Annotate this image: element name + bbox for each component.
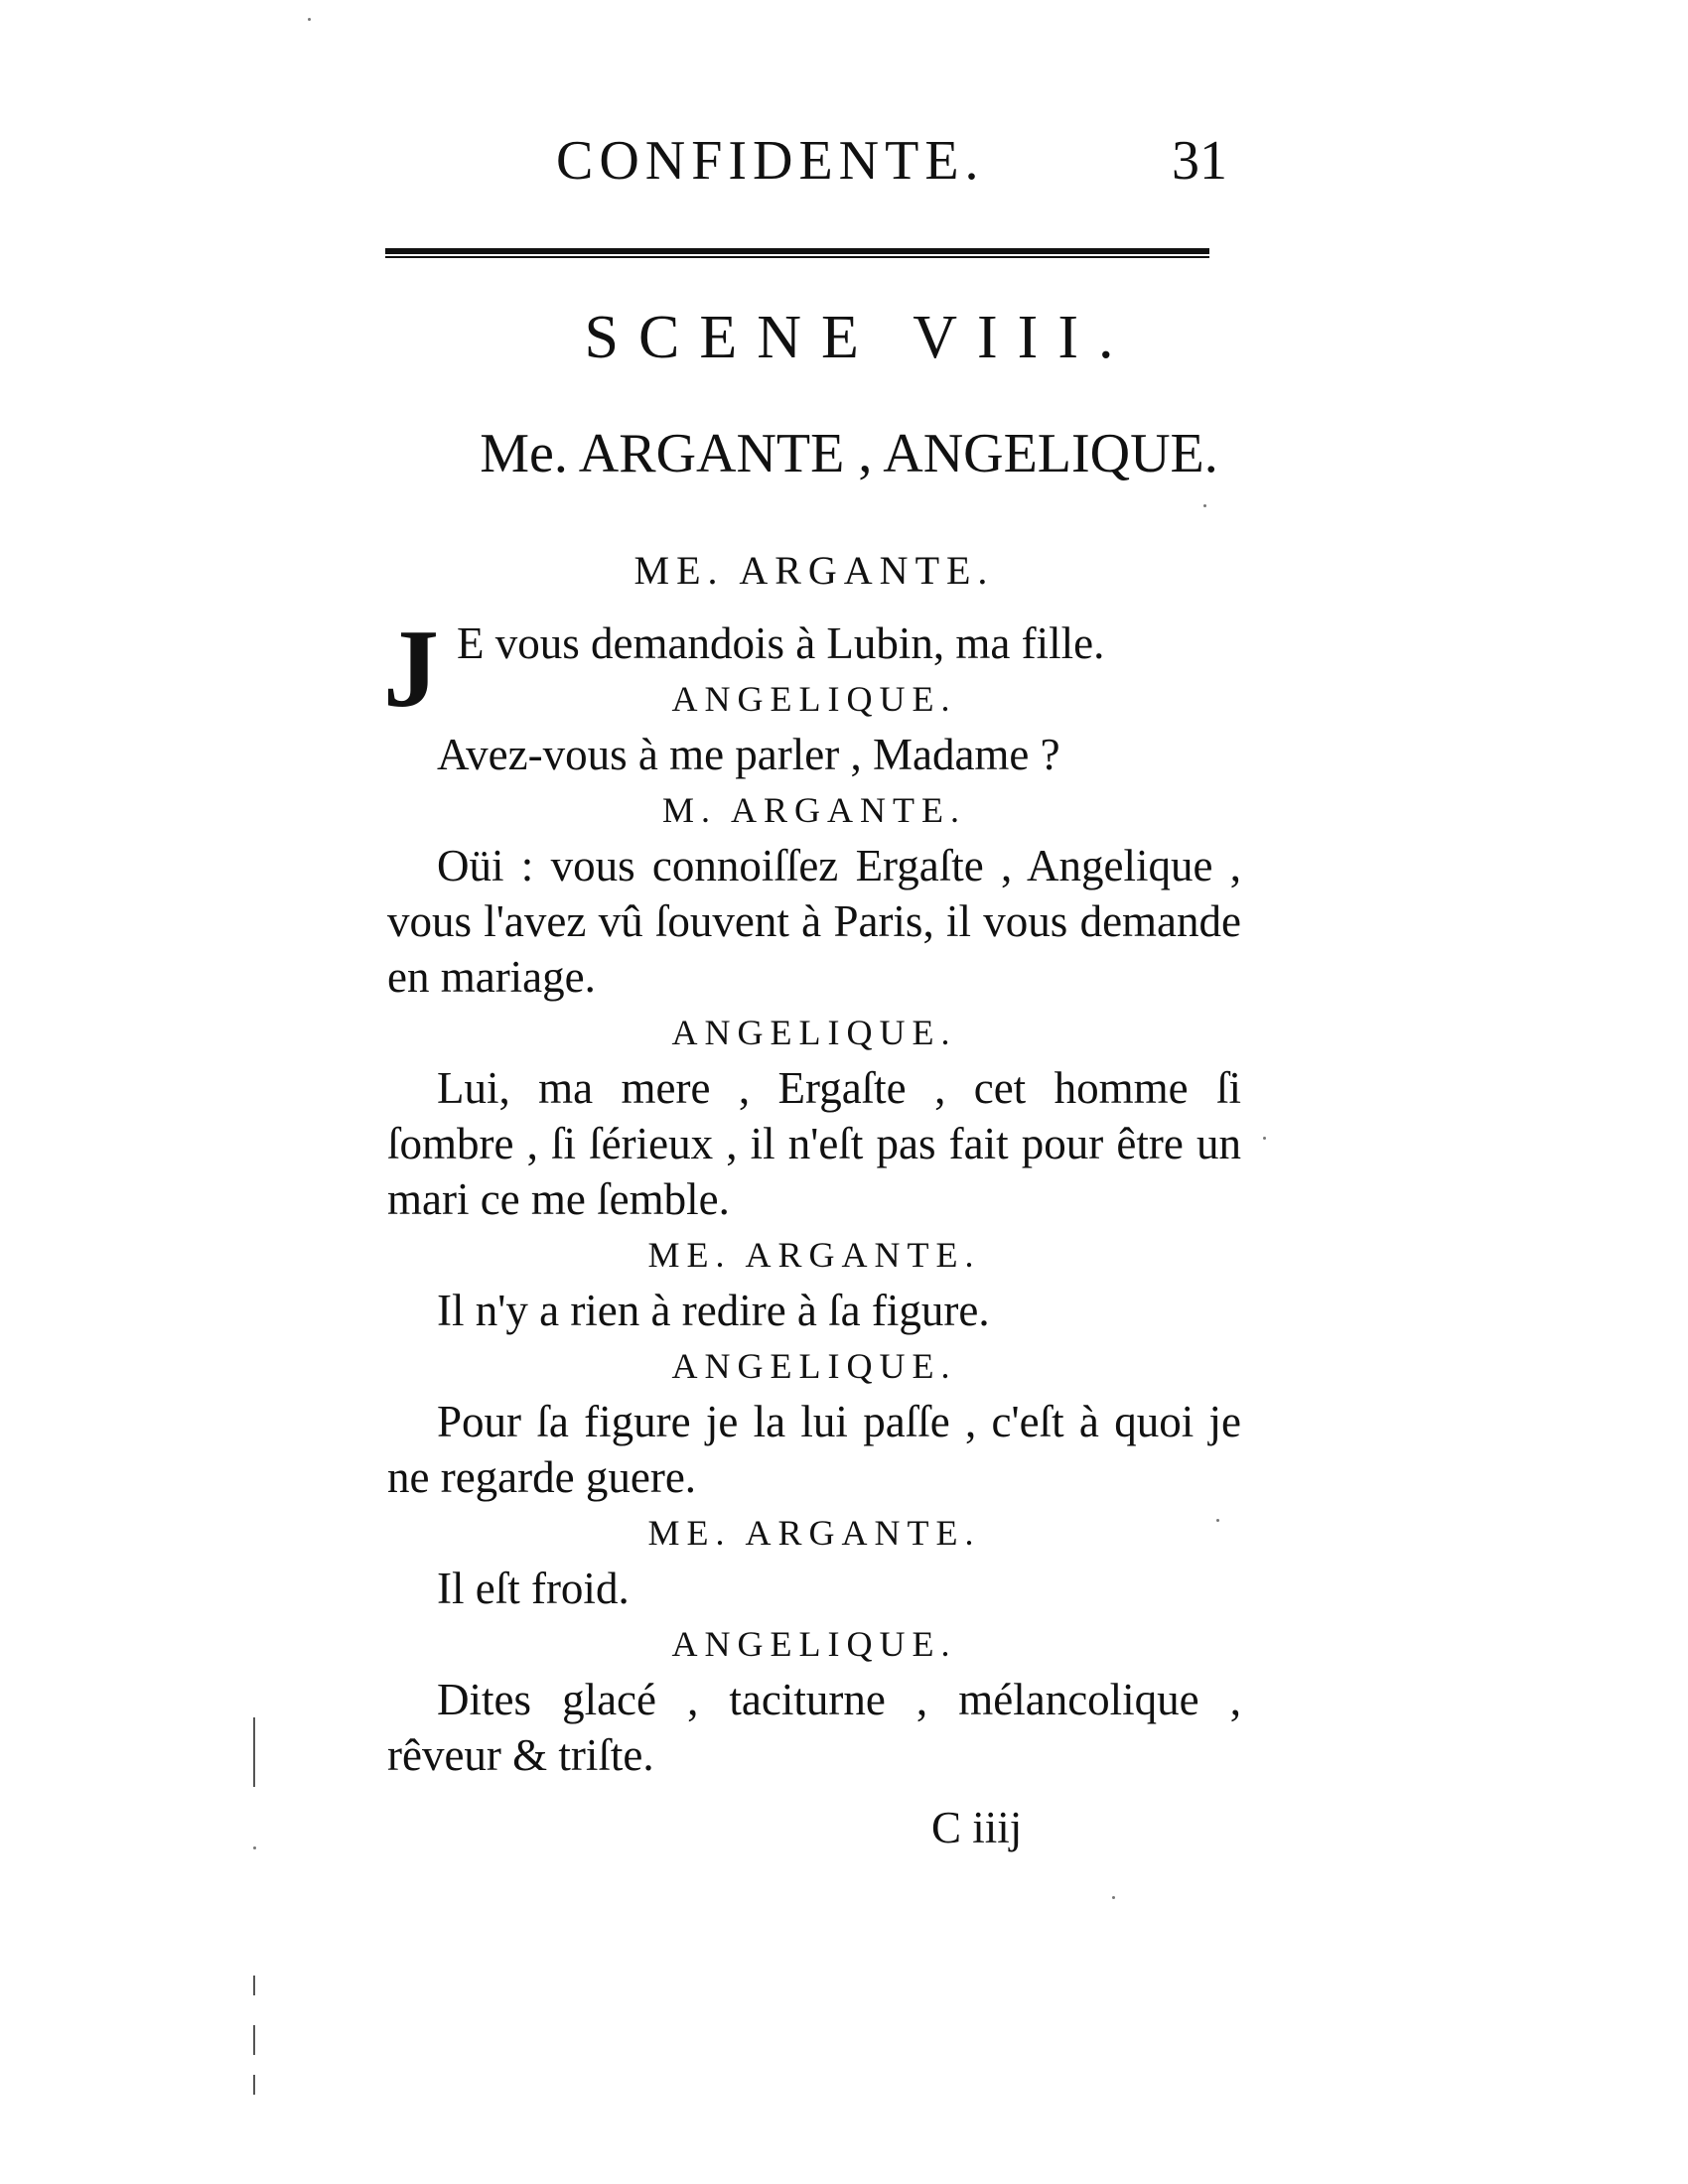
running-title: CONFIDENTE. — [556, 130, 985, 192]
page-number: 31 — [1172, 130, 1227, 192]
speech-text: Pour ſa figure je la lui paſſe , c'eſt à quoi je ne regarde guere. — [387, 1397, 1241, 1502]
speech-text: Il n'y a rien à redire à ſa figure. — [437, 1286, 990, 1335]
speaker-label: ANGELIQUE. — [671, 1013, 957, 1052]
dialogue-block — [383, 526, 1241, 1783]
speaker-label: ANGELIQUE. — [671, 1346, 957, 1386]
speaker-label: ME. ARGANTE. — [647, 1235, 981, 1275]
speaker-label: M. ARGANTE. — [661, 790, 966, 830]
speaker-label: ANGELIQUE. — [671, 1624, 957, 1664]
scan-speck — [1216, 1519, 1219, 1522]
speech-body: E vous demandois à Lubin, ma fille. — [457, 618, 1105, 668]
scan-speck — [1203, 504, 1206, 507]
scan-speck — [1112, 1896, 1115, 1899]
scene-title: SCENE VIII. — [584, 304, 1134, 371]
speech-text: Avez-vous à me parler , Madame ? — [437, 730, 1060, 779]
speech-text: Oüi : vous connoiſſez Ergaſte , Angelique , vous l'avez vû ſouvent à Paris, il vous demande en mariage. — [387, 841, 1241, 1002]
catchword-signature: C iiij — [931, 1803, 1023, 1852]
speaker-label: ME. ARGANTE. — [647, 1513, 981, 1553]
speech-text: Dites glacé , taciturne , mélancolique , rêveur & triſte. — [387, 1675, 1241, 1780]
speech-text: Lui, ma mere , Ergaſte , cet homme ſi ſombre , ſi ſérieux , il n'eſt pas fait pour être un mari ce me ſemble. — [387, 1063, 1241, 1224]
scan-speck — [308, 18, 311, 21]
gutter-mark — [253, 2075, 255, 2095]
speaker-label: ANGELIQUE. — [671, 679, 957, 719]
scene-characters: Me. ARGANTE , ANGELIQUE. — [480, 423, 1218, 484]
header-rule — [385, 248, 1209, 254]
scan-speck — [1263, 1137, 1266, 1140]
scan-speck — [253, 1846, 256, 1849]
speech-text: Il eſt froid. — [437, 1564, 630, 1613]
gutter-mark — [253, 1717, 255, 1787]
speaker-label: ME. ARGANTE. — [633, 548, 995, 593]
gutter-mark — [253, 1976, 255, 1995]
gutter-mark — [253, 2025, 255, 2055]
drop-cap-initial: J — [383, 608, 439, 731]
